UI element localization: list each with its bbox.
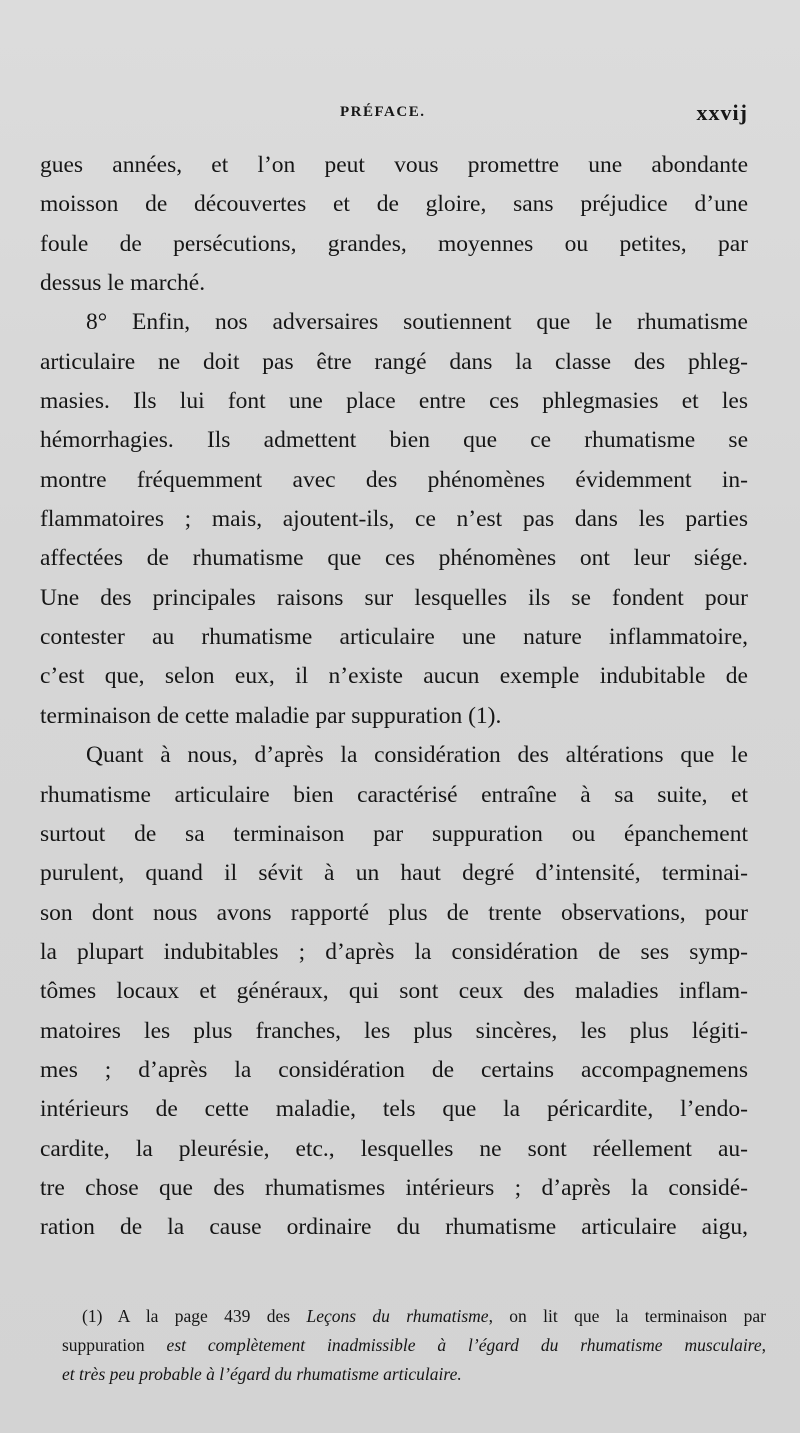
text-line: flammatoires ; mais, ajoutent-ils, ce n’est pas dans les parties <box>40 506 748 533</box>
text-line: 8° Enfin, nos adversaires soutiennent que le rhumatisme <box>86 309 748 336</box>
text-line: montre fréquemment avec des phénomènes évidemment in- <box>40 466 748 493</box>
text-line: dessus le marché. <box>40 270 206 297</box>
text-line: la plupart indubitables ; d’après la considération de ses symp- <box>40 938 748 965</box>
text-line: hémorrhagies. Ils admettent bien que ce rhumatisme se <box>40 427 748 454</box>
text-line: articulaire ne doit pas être rangé dans la classe des phleg- <box>40 348 748 375</box>
text-line: Quant à nous, d’après la considération des altérations que le <box>86 742 748 769</box>
text-line: contester au rhumatisme articulaire une nature inflammatoire, <box>40 624 748 651</box>
text-line: surtout de sa terminaison par suppuration ou épanchement <box>40 820 748 847</box>
footnote-line <box>62 1331 766 1360</box>
text-line: c’est que, selon eux, il n’existe aucun exemple indubitable de <box>40 663 748 690</box>
text-line: moisson de découvertes et de gloire, sans préjudice d’une <box>40 191 748 218</box>
text-line: masies. Ils lui font une place entre ces phlegmasies et les <box>40 388 748 415</box>
text-line: mes ; d’après la considération de certains accompagnemens <box>40 1056 748 1083</box>
footnote-text: , on lit que la terminaison par <box>488 1306 767 1326</box>
text-line: purulent, quand il sévit à un haut degré d’intensité, terminai- <box>40 860 748 887</box>
text-line: tre chose que des rhumatismes intérieurs ; d’après la considé- <box>40 1174 748 1201</box>
text-line: intérieurs de cette maladie, tels que la péricardite, l’endo- <box>40 1096 748 1123</box>
footnote-text: suppuration <box>62 1335 167 1355</box>
footnote <box>62 1302 766 1389</box>
footnote-italic: et très peu probable à l’égard du rhumatisme articulaire. <box>62 1364 462 1384</box>
text-line: son dont nous avons rapporté plus de trente observations, pour <box>40 899 748 926</box>
text-line: tômes locaux et généraux, qui sont ceux des maladies inflam- <box>40 978 748 1005</box>
footnote-italic: est complètement inadmissible à l’égard du rhumatisme musculaire <box>166 1335 762 1355</box>
text-line: cardite, la pleurésie, etc., lesquelles ne sont réellement au- <box>40 1135 748 1162</box>
running-head <box>40 100 748 130</box>
page-number: xxvij <box>696 100 748 125</box>
footnote-line <box>62 1302 766 1331</box>
text-line: Une des principales raisons sur lesquelles ils se fondent pour <box>40 584 748 611</box>
running-title: PRÉFACE. <box>340 104 426 120</box>
text-line: gues années, et l’on peut vous promettre une abondante <box>40 152 748 178</box>
text-line: foule de persécutions, grandes, moyennes ou petites, par <box>40 230 748 257</box>
footnote-text: (1) A la page 439 des <box>82 1306 307 1326</box>
text-line: terminaison de cette maladie par suppuration (1). <box>40 702 502 729</box>
text-line: rhumatisme articulaire bien caractérisé entraîne à sa suite, et <box>40 781 748 808</box>
text-line: matoires les plus franches, les plus sincères, les plus légiti- <box>40 1017 748 1044</box>
text-line: affectées de rhumatisme que ces phénomènes ont leur siége. <box>40 545 748 572</box>
footnote-text: , <box>761 1335 766 1355</box>
body-text <box>40 146 748 1248</box>
text-line: ration de la cause ordinaire du rhumatisme articulaire aigu, <box>40 1214 748 1241</box>
footnote-italic: Leçons du rhumatisme <box>306 1306 489 1326</box>
footnote-line <box>62 1360 766 1389</box>
